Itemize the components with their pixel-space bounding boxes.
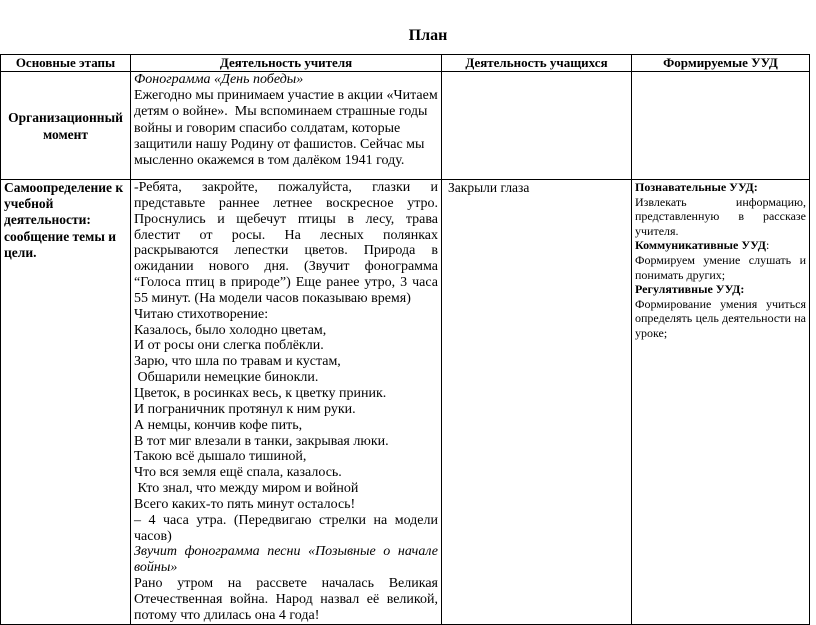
teacher-text-line: -Ребята, закройте, пожалуйста, глазки и представьте раннее летнее воскресное утро. Проснулись и щебечут птицы в лесу, трава блестит от росы. На лесных полянках раскрываются лепестки цветов. Природа в ожидании нового дня. (Звучит фонограмма “Голоса птиц в природе”) Еще ранее утро, 3 часа 55 минут. (На модели часов показываю время) <box>134 180 442 306</box>
teacher-text-line: Кто знал, что между миром и войной <box>134 481 359 497</box>
uud-cell <box>632 72 810 180</box>
teacher-text-line: Цветок, в росинках весь, к цветку приник. <box>134 385 387 401</box>
uud-text: Формируем умение слушать и понимать других; <box>635 252 806 282</box>
uud-text: Извлекать информацию, представленную в рассказе учителя. <box>635 194 806 238</box>
uud-heading: Регулятивные УУД: <box>635 282 745 297</box>
uud-heading: Коммуникативные УУД: <box>635 238 770 253</box>
teacher-text-line: Всего каких-то пять минут осталось! <box>134 496 356 512</box>
teacher-text-line: Звучит фонограмма песни «Позывные о начале войны» <box>134 544 442 576</box>
header-pupils: Деятельность учащихся <box>442 55 632 72</box>
teacher-text-line: – 4 часа утра. (Передвигаю стрелки на модели часов) <box>134 512 442 544</box>
stage-cell: Организационный момент <box>1 72 131 180</box>
teacher-cell <box>131 180 442 625</box>
table-row <box>1 180 810 625</box>
table-row <box>1 72 810 180</box>
teacher-text-line: Ежегодно мы принимаем участие в акции «Читаем детям о войне». Мы вспоминаем страшные годы войны и говорим спасибо солдатам, которые защитили нашу Родину от фашистов. Сейчас мы мысленно окажемся в том далёком 1941 году. <box>134 88 442 169</box>
uud-text: Формирование умения учиться определять цель деятельности на уроке; <box>635 296 806 340</box>
teacher-text-line: Фонограмма «День победы» <box>134 72 304 87</box>
header-uud: Формируемые УУД <box>632 55 810 72</box>
teacher-text-line: Казалось, было холодно цветам, <box>134 322 327 338</box>
page-title: План <box>408 27 448 44</box>
teacher-text-line: Обшарили немецкие бинокли. <box>134 370 319 386</box>
pupils-cell: Закрыли глаза <box>442 180 632 625</box>
lesson-plan-table <box>0 54 810 625</box>
teacher-text-line: И от росы они слегка поблёкли. <box>134 338 324 354</box>
teacher-text-line: А немцы, кончив кофе пить, <box>134 417 303 433</box>
teacher-text-line: Зарю, что шла по травам и кустам, <box>134 354 341 370</box>
header-teacher: Деятельность учителя <box>131 55 442 72</box>
teacher-cell <box>131 72 442 180</box>
teacher-text-line: Рано утром на рассвете началась Великая Отечественная война. Народ назвал её великой, потому что длилась она 4 года! <box>134 576 442 623</box>
pupils-cell <box>442 72 632 180</box>
teacher-text-line: В тот миг влезали в танки, закрывая люки. <box>134 433 389 449</box>
teacher-text-line: Читаю стихотворение: <box>134 306 269 322</box>
teacher-text-line: Что вся земля ещё спала, казалось. <box>134 465 342 481</box>
uud-cell <box>632 180 810 625</box>
teacher-text-line: Такою всё дышало тишиной, <box>134 449 307 465</box>
stage-cell: Самоопределение к учебной деятельности: сообщение темы и цели. <box>1 180 131 625</box>
header-stages: Основные этапы <box>1 55 131 72</box>
teacher-text-line: И пограничник протянул к ним руки. <box>134 401 356 417</box>
table-header-row <box>1 55 810 72</box>
uud-heading: Познавательные УУД: <box>635 180 758 194</box>
